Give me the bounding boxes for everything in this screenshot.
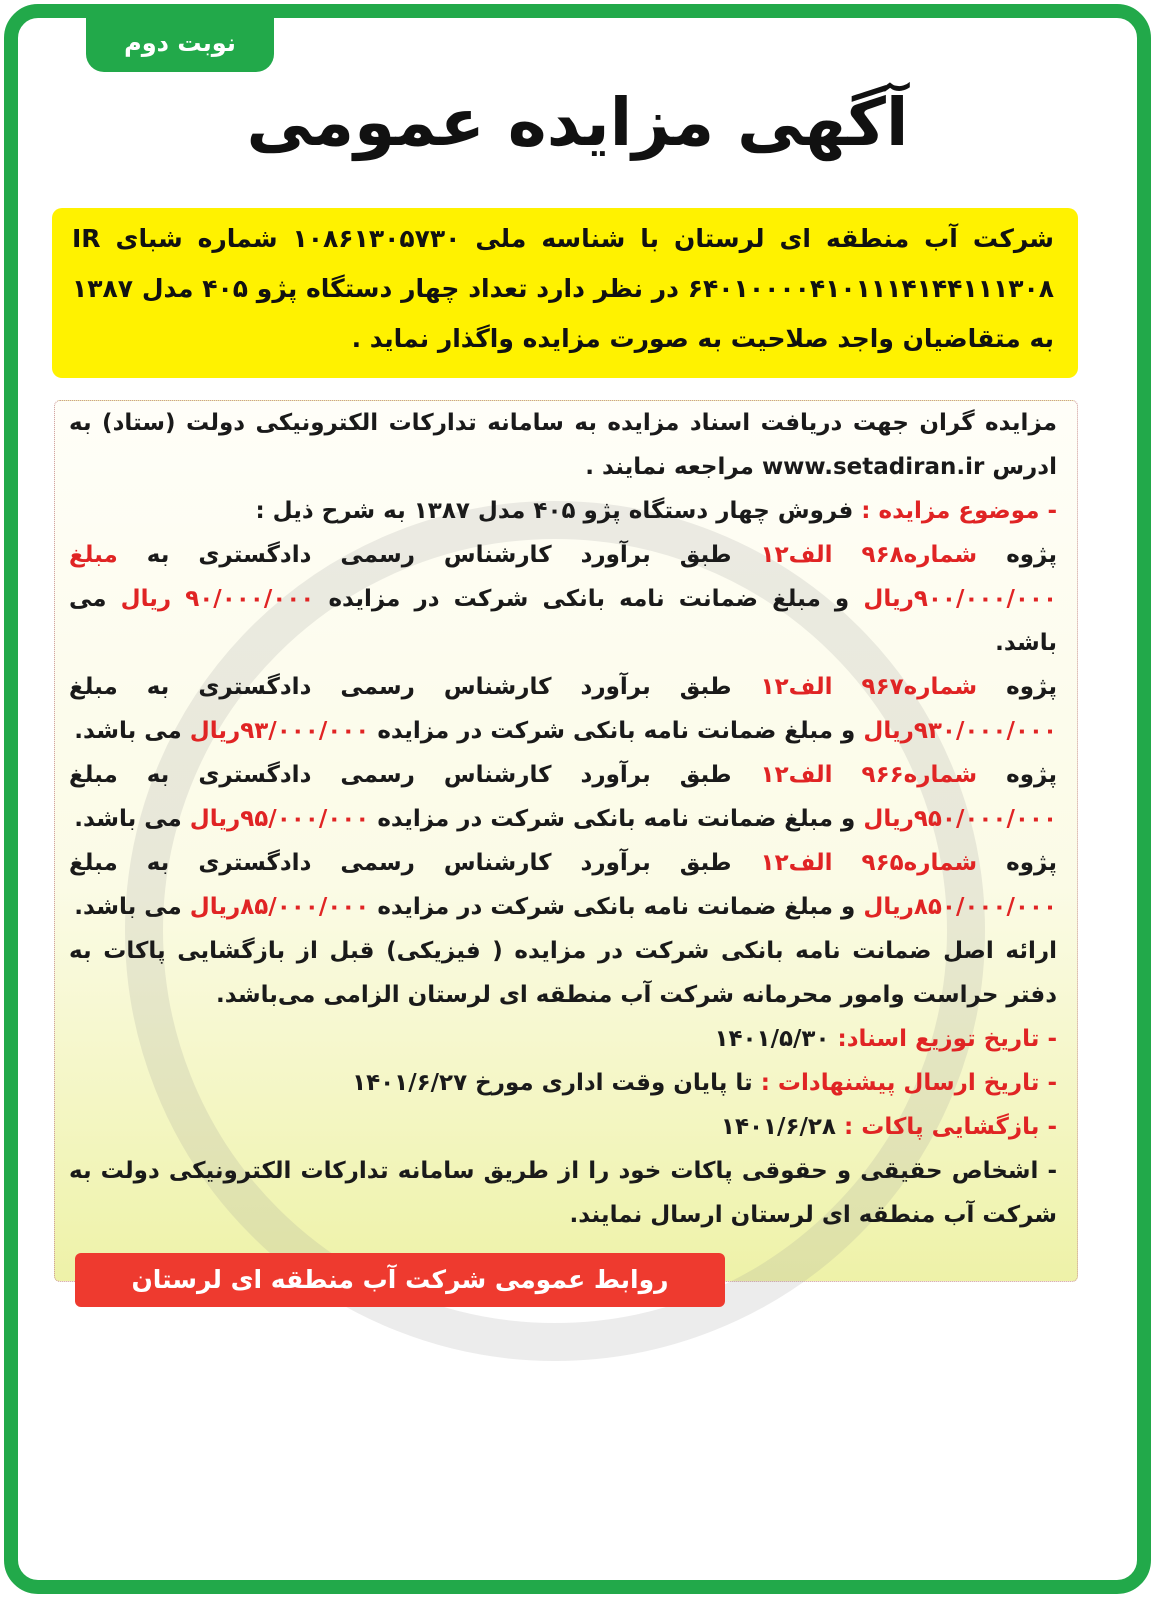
vehicle-guarantee-text: و مبلغ ضمانت نامه بانکی شرکت در مزایده <box>377 894 856 920</box>
date-label: - تاریخ ارسال پیشنهادات : <box>760 1070 1057 1096</box>
date-value: ۱۴۰۱/۶/۲۸ <box>720 1114 836 1140</box>
vehicle-guarantee: ۹۵/۰۰۰/۰۰۰ریال <box>189 806 370 832</box>
vehicle-number: شماره۹۶۶ الف۱۲ <box>760 762 978 788</box>
subject-label: - موضوع مزایده : <box>861 498 1057 524</box>
intro-box: شرکت آب منطقه ای لرستان با شناسه ملی ۱۰۸۶۱۳۰۵۷۳۰ شماره شبای IR ۶۴۰۱۰۰۰۰۴۱۰۱۱۱۴۱۴۴۱۱۱۳۰۸ در نظر دارد تعداد چهار دستگاه پژو ۴۰۵ مدل ۱۳۸۷ به متقاضیان واجد صلاحیت به صورت مزایده واگذار نماید . <box>52 208 1078 378</box>
closing-paragraph: - اشخاص حقیقی و حقوقی پاکات خود را از طریق سامانه تدارکات الکترونیکی دولت به شرکت آب منطقه ای لرستان ارسال نمایند. <box>69 1158 1057 1228</box>
footer-banner: روابط عمومی شرکت آب منطقه ای لرستان <box>75 1253 725 1307</box>
vehicle-car: پژوه <box>1006 762 1057 788</box>
vehicle-item <box>69 533 1057 665</box>
vehicle-price: ۹۳۰/۰۰۰/۰۰۰ریال <box>863 718 1057 744</box>
vehicle-number: شماره۹۶۸ الف۱۲ <box>760 542 978 568</box>
vehicle-guarantee: ۸۵/۰۰۰/۰۰۰ریال <box>189 894 370 920</box>
date-value: ۱۴۰۱/۵/۳۰ <box>714 1026 830 1052</box>
vehicle-guarantee-text: و مبلغ ضمانت نامه بانکی شرکت در مزایده <box>377 718 856 744</box>
details-box <box>54 400 1078 1294</box>
vehicle-guarantee: ۹۰/۰۰۰/۰۰۰ ریال <box>120 586 315 612</box>
vehicle-price: ۸۵۰/۰۰۰/۰۰۰ریال <box>863 894 1057 920</box>
page-title: آگهی مزایده عمومی <box>246 84 909 161</box>
vehicle-number: شماره۹۶۵ الف۱۲ <box>760 850 978 876</box>
edition-badge: نوبت دوم <box>86 18 274 72</box>
vehicle-guarantee-text: و مبلغ ضمانت نامه بانکی شرکت در مزایده <box>377 806 856 832</box>
subject-paragraph <box>69 489 1057 533</box>
vehicle-mid: طبق برآورد کارشناس رسمی دادگستری به مبلغ <box>69 850 732 876</box>
date-label: - تاریخ توزیع اسناد: <box>837 1026 1057 1052</box>
vehicle-car: پژوه <box>1006 674 1057 700</box>
vehicle-price: ۹۵۰/۰۰۰/۰۰۰ریال <box>863 806 1057 832</box>
docs-paragraph: مزایده گران جهت دریافت اسناد مزایده به سامانه تدارکات الکترونیکی دولت (ستاد) به ادرس www.setadiran.ir مراجعه نمایند . <box>69 410 1057 480</box>
original-guarantee-paragraph: ارائه اصل ضمانت نامه بانکی شرکت در مزایده ( فیزیکی) قبل از بازگشایی پاکات به دفتر حراست وامور محرمانه شرکت آب منطقه ای لرستان الزامی می‌باشد. <box>69 938 1057 1008</box>
vehicle-end: می باشد. <box>74 718 182 744</box>
vehicle-end: می باشد. <box>74 894 182 920</box>
vehicle-car: پژوه <box>1006 850 1057 876</box>
vehicle-mid: طبق برآورد کارشناس رسمی دادگستری به مبلغ <box>69 674 732 700</box>
date-row <box>69 1061 1057 1105</box>
vehicle-item <box>69 665 1057 753</box>
date-value: تا پایان وقت اداری مورخ ۱۴۰۱/۶/۲۷ <box>352 1070 753 1096</box>
vehicle-end: می باشد. <box>69 586 1057 656</box>
vehicle-car: پژوه <box>1006 542 1058 568</box>
vehicle-mid: طبق برآورد کارشناس رسمی دادگستری به مبلغ <box>69 762 732 788</box>
vehicle-item <box>69 841 1057 929</box>
date-row <box>69 1105 1057 1149</box>
date-row <box>69 1017 1057 1061</box>
vehicle-mid: طبق برآورد کارشناس رسمی دادگستری به <box>146 542 732 568</box>
vehicle-guarantee-text: و مبلغ ضمانت نامه بانکی شرکت در مزایده <box>328 586 850 612</box>
vehicle-price: مبلغ ۹۰۰/۰۰۰/۰۰۰ریال <box>69 542 1057 612</box>
vehicle-end: می باشد. <box>74 806 182 832</box>
date-label: - بازگشایی پاکات : <box>844 1114 1057 1140</box>
vehicle-number: شماره۹۶۷ الف۱۲ <box>760 674 978 700</box>
vehicle-item <box>69 753 1057 841</box>
subject-text: فروش چهار دستگاه پژو ۴۰۵ مدل ۱۳۸۷ به شرح ذیل : <box>255 498 854 524</box>
vehicle-guarantee: ۹۳/۰۰۰/۰۰۰ریال <box>189 718 370 744</box>
